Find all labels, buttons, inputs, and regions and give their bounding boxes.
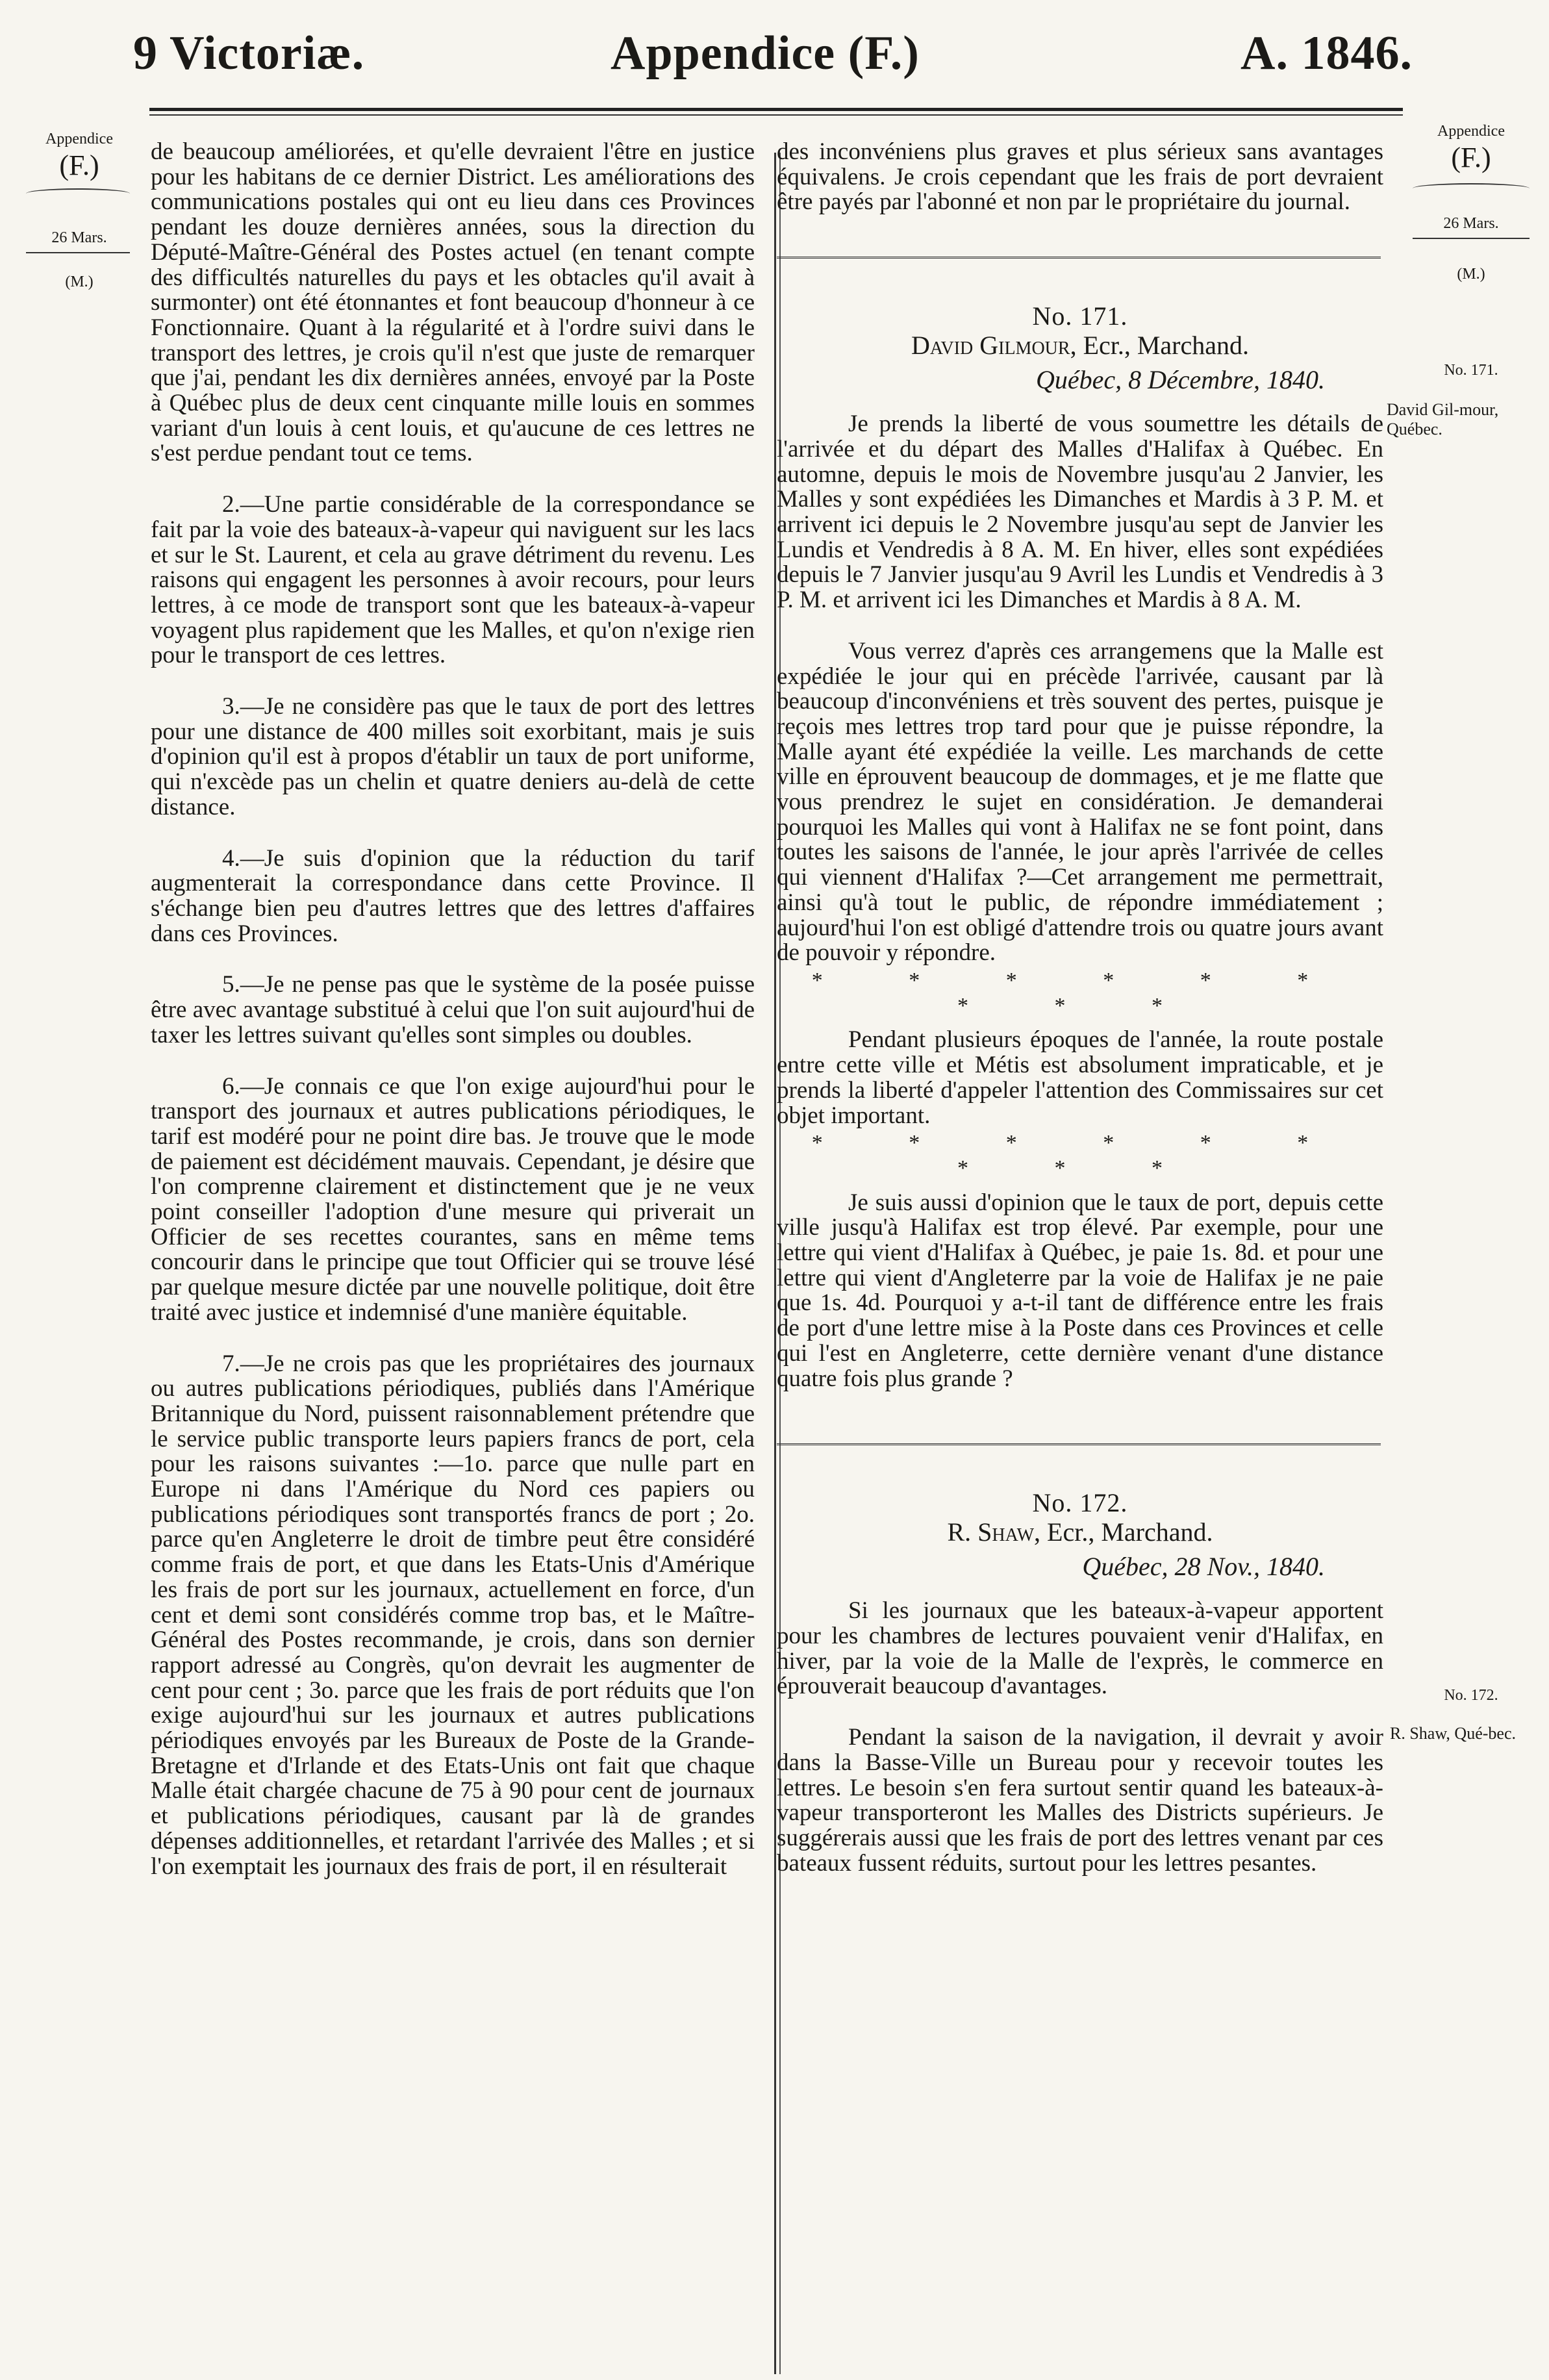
letter-171-name: David Gilmour [911, 330, 1070, 360]
left-paragraph-4: 4.—Je suis d'opinion que la réduction du tarif augmenterait la correspondance dans cette Province. Il s'échange bien peu d'autres lettres que des lettres d'affaires dans ces Provinces. [151, 844, 755, 947]
left-paragraph-3: 3.—Je ne considère pas que le taux de port des lettres pour une distance de 400 milles soit exorbitant, mais je suis d'opinion qu'il est à propos d'établir un taux de port uniforme, qui n'excède pas un chelin et quatre deniers au-delà de cette distance. [151, 693, 755, 820]
margin-bracket-right [1413, 183, 1530, 196]
letter-172-title: , Ecr., Marchand. [1034, 1517, 1213, 1547]
column-divider [774, 153, 776, 2374]
header-rule-thin [149, 114, 1403, 116]
margin-section-right: (M.) [1457, 266, 1485, 283]
header-rule [149, 108, 1403, 111]
margin-appendix-label-right: Appendice [1437, 123, 1505, 140]
letter-171-place-date: Québec, 8 Décembre, 1840. [1035, 364, 1325, 394]
margin-bracket-left [26, 188, 130, 201]
margin-letter-172-author: R. Shaw, Qué-bec. [1390, 1724, 1516, 1743]
letter-171-paragraph-2: Vous verrez d'après ces arrangemens que la Malle est expédiée le jour qui en précède l'arrivée, causant par là beaucoup d'inconvéniens et très souvent des pertes, puisque je reçois mes lettres trop tard pour que je puisse répondre, la Malle ayant été expédiée la veille. Les marchands de cette ville en éprouvent beaucoup de dommages, et je me flatte que vous prendrez le sujet en considération. Je demanderai pourquoi les Malles qui vont à Halifax ne se font point, dans toutes les saisons de l'année, le jour après l'arrivée de celles qui viennent d'Halifax ?—Cet arrangement me permettrait, ainsi qu'à tout le public, de répondre immédiatement ; aujourd'hui l'on est obligé d'attendre trois ou quatre jours avant de pouvoir y répondre. [777, 637, 1383, 967]
letter-171-number: No. 171. [1032, 301, 1128, 331]
letter-171-paragraph-1: Je prends la liberté de vous soumettre les détails de l'arrivée et du départ des Malles d'Halifax à Québec. En automne, depuis le mois de Novembre jusqu'au 2 Janvier, les Malles y sont expédiées les Dimanches et Mardis à 3 P. M. et arrivent ici depuis le 2 Novembre jusqu'au sept de Janvier les Lundis et Vendredis à 8 A. M. En hiver, elles sont expédiées depuis le 7 Janvier jusqu'au 9 Avril les Lundis et Vendredis à 3 P. M. et arrivent ici les Dimanches et Mardis à 8 A. M. [777, 411, 1383, 614]
margin-letter-171-author: David Gil-mour, Québec. [1387, 400, 1499, 438]
letter-172-paragraph-1: Si les journaux que les bateaux-à-vapeur apportent pour les chambres de lectures pouvaient venir d'Halifax, en hiver, par la voie de la Malle de l'exprès, le commerce en éprouverait beaucoup d'avantages. [777, 1597, 1383, 1700]
left-paragraph-continuation: de beaucoup améliorées, et qu'elle devraient l'être en justice pour les habitans de ce dernier District. Les améliorations des communications postales qui ont eu lieu dans ces Provinces pendant les douze dernières années, sous la direction du Député-Maître-Général des Postes actuel (en tenant compte des difficultés naturelles du pays et les obtacles qu'il avait à surmonter) ont été étonnantes et font beaucoup d'honneur à ce Fonctionnaire. Quant à la régularité et à l'ordre suivi dans le transport des lettres, je crois qu'il n'est que juste de remarquer que j'ai, pendant les dix dernières années, envoyé par la Poste à Québec plus de deux cent cinquante mille louis en sommes variant d'un louis à cent louis, et qu'aucune de ces lettres ne s'est perdue pendant tout ce tems. [151, 138, 755, 467]
section-separator-172 [777, 1443, 1381, 1448]
margin-letter-171-number: No. 171. [1444, 362, 1498, 379]
header-appendix: Appendice (F.) [611, 27, 920, 80]
margin-appendix-code-left: (F.) [59, 149, 99, 181]
letter-171-paragraph-3: Pendant plusieurs époques de l'année, la route postale entre cette ville et Métis est absolument impraticable, et je prends la liberté d'appeler l'attention des Commissaires sur cet objet important. [777, 1026, 1383, 1129]
letter-172-number: No. 172. [1032, 1488, 1128, 1518]
left-paragraph-2: 2.—Une partie considérable de la correspondance se fait par la voie des bateaux-à-vapeur qui naviguent sur les lacs et sur le St. Laurent, et cela au grave détriment du revenu. Les raisons qui engagent les personnes à avoir recours, pour leurs lettres, à ce mode de transport sont que les bateaux-à-vapeur voyagent plus rapidement que les Malles, et qu'on n'exige rien pour le transport de ces lettres. [151, 491, 755, 669]
left-paragraph-6: 6.—Je connais ce que l'on exige aujourd'hui pour le transport des journaux et autres publications périodiques, le tarif est modéré pour ne point dire bas. Je trouve que le mode de paiement est décidément mauvais. Cependant, je désire que l'on comprenne clairement et distinctement que je ne veux point conseiller l'adoption d'une mesure qui priverait un Officier de ses recettes courantes, sans en même tems concourir dans le principe que tout Officier qui se trouve lésé par quelque mesure dictée par une nouvelle politique, doit être traité avec justice et indemnisé d'une manière équitable. [151, 1072, 755, 1326]
section-separator-171 [777, 257, 1381, 261]
letter-171-title: , Ecr., Marchand. [1070, 330, 1250, 360]
left-column [151, 140, 755, 1879]
omission-stars-2: * * * * * * * * * [811, 1131, 1349, 1180]
right-paragraph-continuation: des inconvéniens plus graves et plus sérieux sans avantages équivalens. Je crois cependant que les frais de port devraient être payés par l'abonné et non par le propriétaire du journal. [777, 138, 1383, 216]
letter-172-correspondent [777, 1517, 1383, 1547]
margin-date-rule-left [26, 252, 130, 253]
margin-date-left: 26 Mars. [51, 229, 107, 246]
letter-171-paragraph-4: Je suis aussi d'opinion que le taux de port, depuis cette ville jusqu'à Halifax est trop élevé. Par exemple, pour une lettre qui vient d'Halifax à Québec, je paie 1s. 8d. et pour une lettre qui vient d'Angleterre par la voie de Halifax je ne paie que 1s. 4d. Pourquoi y a-t-il tant de différence entre les frais de port d'une lettre mise à la Poste dans ces Provinces et celle qui l'est en Angleterre, cette dernière venant d'une distance quatre fois plus grande ? [777, 1189, 1383, 1392]
margin-section-left: (M.) [65, 273, 94, 290]
omission-stars-1: * * * * * * * * * [811, 968, 1349, 1018]
right-column [777, 140, 1383, 1876]
left-paragraph-7: 7.—Je ne crois pas que les propriétaires des journaux ou autres publications périodiques, publiés dans l'Amérique Britannique du Nord, puissent raisonnablement prétendre que le service public transporte leurs papiers francs de port, cela pour les raisons suivantes :—1o. parce que nulle part en Europe ni dans l'Amérique du Nord ces papiers ou publications périodiques sont transportés francs de port ; 2o. parce qu'en Angleterre le droit de timbre peut être considéré comme frais de port, et que dans les Etats-Unis d'Amérique les frais de port sur les journaux, actuellement en force, d'un cent et demi sont considérés comme trop bas, et le Maître-Général des Postes recommande, je crois, dans son dernier rapport adressé au Congrès, qu'on devrait les augmenter de cent pour cent ; 3o. parce que les frais de port réduits que l'on exige aujourd'hui sur les journaux et autres publications périodiques envoyés par les Bureaux de Poste de la Grande-Bretagne et d'Irlande et des Etats-Unis ont fait que chaque Malle était chargée chacune de 75 à 90 pour cent de journaux et publications périodiques, causant par là de grandes dépenses additionnelles, et retardant l'arrivée des Malles ; et si l'on exemptait les journaux des frais de port, il en résulterait [151, 1350, 755, 1880]
letter-172-name: R. Shaw [947, 1517, 1035, 1547]
margin-date-right: 26 Mars. [1443, 215, 1499, 232]
margin-date-rule-right [1413, 238, 1530, 239]
header-session: 9 Victoriæ. [133, 27, 365, 80]
letter-172-place-date: Québec, 28 Nov., 1840. [1082, 1551, 1325, 1581]
left-paragraph-5: 5.—Je ne pense pas que le système de la posée puisse être avec avantage substitué à celui que l'on suit aujourd'hui de taxer les lettres suivant qu'elles sont simples ou doubles. [151, 971, 755, 1048]
margin-appendix-code-right: (F.) [1451, 142, 1491, 173]
margin-appendix-label-left: Appendice [45, 131, 113, 147]
letter-172-paragraph-2: Pendant la saison de la navigation, il devrait y avoir dans la Basse-Ville un Bureau pour y recevoir toutes les lettres. Le besoin s'en fera surtout sentir quand les bateaux-à-vapeur transporteront les Malles des Districts supérieurs. Je suggérerais aussi que les frais de port des lettres venant par ces bateaux fussent réduits, surtout pour les lettres pesantes. [777, 1724, 1383, 1877]
letter-171-correspondent [777, 330, 1383, 360]
margin-letter-172-number: No. 172. [1444, 1687, 1498, 1704]
header-year: A. 1846. [1240, 27, 1413, 80]
